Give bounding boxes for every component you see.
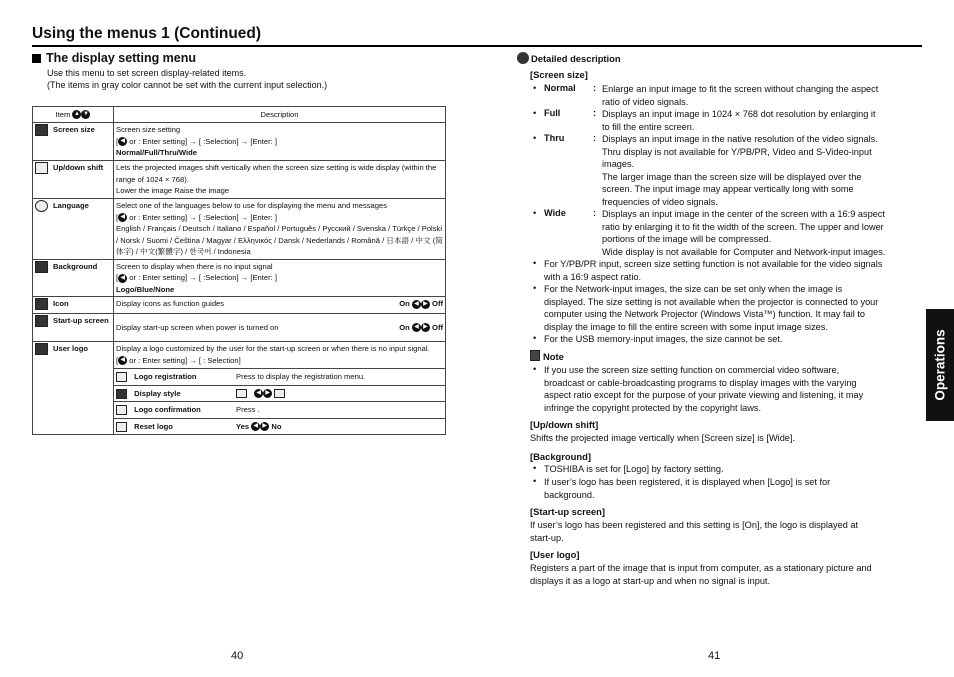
full-label: Full — [544, 108, 561, 118]
row-desc: Screen to display when there is no input signal — [116, 261, 273, 271]
screen-size-heading: [Screen size] — [530, 69, 588, 80]
user-logo-icon — [35, 343, 48, 355]
sub-row: Logo confirmation Press . — [114, 402, 445, 419]
page-number-left: 40 — [231, 650, 244, 662]
table-row — [33, 161, 446, 199]
sub-row: Logo registration Press to display the registration menu. — [114, 369, 445, 386]
background-icon — [35, 261, 48, 273]
full-desc: Displays an input image in 1024 × 768 dot resolution by enlarging it to fill the entire screen. — [602, 109, 876, 132]
row-desc-nav: [ ◀ or : Enter setting] → [ :Selection] → [Enter: ] — [116, 136, 277, 146]
bullet-icon: • — [533, 133, 537, 143]
on-off-toggle: On ◀ ▶ Off — [399, 322, 443, 332]
sub-row: Display style ◀ ▶ — [114, 385, 445, 402]
right-button-icon: ▶ — [421, 300, 430, 309]
table-row — [33, 297, 446, 314]
table-row — [33, 199, 446, 260]
normal-desc: Enlarge an input image to fit the screen without changing the aspect ratio of video signals. — [602, 84, 879, 107]
thru-desc: Displays an input image in the native resolution of the video signals. Thru display is not available for Y/PB/PR, Video and S-Video-input images. The larger image than the screen size will be displayed over the screen. The input image may appear vertically long with some frequencies of video signals. — [602, 134, 878, 207]
wide-desc: Displays an input image in the center of the screen with a 16:9 aspect ratio by enlarging it to fit the width of the screen. The upper and lower portions of the image will be compressed. Wide display is not available for Computer and Network-input images. — [602, 209, 886, 257]
display-setting-table — [32, 106, 446, 435]
intro-line-2: (The items in gray color cannot be set with the current input selection.) — [47, 80, 328, 90]
row-item-label: User logo — [53, 344, 89, 353]
user-logo-subtable — [114, 368, 445, 434]
on-off-toggle: On ◀ ▶ Off — [399, 299, 443, 308]
right-button-icon: ▶ — [260, 422, 269, 431]
startup-screen-icon — [35, 315, 48, 327]
row-desc-nav: Lower the image Raise the image — [116, 186, 230, 195]
intro-line-1: Use this menu to set screen display-related items. — [47, 68, 247, 78]
row-desc: Display start-up screen when power is turned on — [116, 322, 279, 332]
row-desc: Display icons as function guides — [116, 299, 225, 308]
up-button-icon: ▲ — [73, 111, 80, 118]
row-item-label: Background — [53, 261, 98, 271]
square-bullet-icon — [32, 54, 41, 63]
sub-row: Reset logo Yes ◀ ▶ No — [114, 418, 445, 434]
row-desc: Display a logo customized by the user for the start-up screen or when there is no input signal. — [116, 344, 430, 353]
updown-text: Shifts the projected image vertically when [Screen size] is [Wide]. — [530, 433, 796, 443]
reset-logo-icon — [116, 422, 127, 432]
row-options: Normal/Full/Thru/Wide — [116, 148, 197, 157]
userlogo-text: Registers a part of the image that is input from computer, as a stationary picture and displays it as a logo at start-up and when no signal is input. — [530, 563, 872, 586]
right-button-icon: ▶ — [421, 323, 430, 332]
updown-heading: [Up/down shift] — [530, 419, 599, 430]
table-header-row — [33, 107, 446, 123]
bullet-icon: • — [533, 208, 537, 218]
logo-confirmation-icon — [116, 405, 127, 415]
table-row — [33, 259, 446, 297]
row-desc: Screen size setting — [116, 125, 181, 134]
left-button-icon: ◀ — [118, 213, 127, 222]
language-list: English / Français / Deutsch / Italiano / Español / Português / Русский / Svenska / Türkçe / Polski / Norsk / Suomi / Čeština / Magyar / Ελληνικός / Dansk / Nederlands / Română / 日本語 / 中文 (简体字) / 中文(繁體字) / 한국어 / Indonesia — [116, 224, 443, 256]
sub-desc: Press . — [234, 402, 445, 419]
startup-heading: [Start-up screen] — [530, 506, 606, 517]
startup-text: If user’s logo has been registered and this setting is [On], the logo is displayed at start-up. — [530, 520, 859, 543]
row-desc: Lets the projected images shift vertically when the screen size setting is wide display (within the range of 1024 × 768). — [116, 163, 437, 184]
row-desc-nav: [ ◀ or : Enter setting] → [ : Selection] — [116, 355, 241, 365]
left-button-icon: ◀ — [118, 356, 127, 365]
note-bullet-2: For the Network-input images, the size can be set only when the image is displayed. The size setting is not available when the projector is connected to your computer using the Network Projector (Windows Vista™) function. It may fail to display the image to fill the entire screen with some input image sizes. — [544, 284, 879, 332]
row-item-label: Screen size — [53, 125, 95, 134]
normal-label: Normal — [544, 83, 576, 93]
yes-no-toggle: Yes ◀ ▶ No — [234, 418, 445, 434]
sub-desc: Press to display the registration menu. — [234, 369, 445, 386]
style-option-icon — [236, 389, 247, 398]
note-bullet-1: For Y/PB/PR input, screen size setting function is not available for the video signals with a 16:9 aspect ratio. — [544, 259, 883, 282]
detailed-heading: Detailed description — [531, 53, 621, 64]
left-button-icon: ◀ — [118, 137, 127, 146]
left-button-icon: ◀ — [118, 274, 127, 283]
note-text: If you use the screen size setting function on commercial video software, broadcast or cable-broadcasting programs to display images with the varying aspect ratio except for the purpose of your private viewing and listening, it may infringe the copyright protected by the copyright laws. — [544, 365, 864, 413]
section-heading — [32, 51, 196, 65]
table-row — [33, 314, 446, 342]
section-title: The display setting menu — [46, 51, 197, 65]
thru-label: Thru — [544, 133, 565, 143]
left-button-icon: ◀ — [412, 323, 421, 332]
background-text-1: TOSHIBA is set for [Logo] by factory setting. — [544, 464, 724, 474]
table-row — [33, 342, 446, 435]
screen-size-icon — [35, 124, 48, 136]
page-number-right: 41 — [708, 650, 721, 662]
row-item-label: Up/down shift — [53, 163, 104, 172]
row-item-label: Icon — [53, 299, 69, 308]
row-desc-nav: [ ◀ or : Enter setting] → [ :Selection] → [Enter: ] — [116, 273, 277, 282]
logo-registration-icon — [116, 372, 127, 382]
note-icon — [530, 350, 540, 361]
userlogo-heading: [User logo] — [530, 549, 580, 560]
row-desc-nav: [ ◀ or : Enter setting] → [ :Selection] → [Enter: ] — [116, 212, 277, 222]
background-text-2: If user’s logo has been registered, it is displayed when [Logo] is set for background. — [544, 477, 831, 500]
background-heading: [Background] — [530, 451, 591, 462]
down-button-icon: ▼ — [82, 111, 89, 118]
operations-side-tab: Operations — [926, 309, 954, 421]
title-rule — [32, 45, 922, 47]
detailed-description-icon — [517, 52, 529, 64]
page-title: Using the menus 1 (Continued) — [32, 25, 262, 42]
bullet-icon: • — [533, 108, 537, 118]
updown-shift-icon — [35, 162, 48, 174]
row-item-label: Start-up screen — [53, 316, 109, 325]
display-style-options — [234, 385, 445, 402]
display-style-icon — [116, 389, 127, 399]
style-option-icon — [274, 389, 285, 398]
row-options: Logo/Blue/None — [116, 284, 175, 294]
note-heading: Note — [543, 351, 564, 362]
col-desc-header: Description — [114, 107, 446, 123]
bullet-icon: • — [533, 83, 537, 93]
left-button-icon: ◀ — [412, 300, 421, 309]
icon-guide-icon — [35, 298, 48, 310]
section-intro — [47, 67, 327, 91]
wide-label: Wide — [544, 208, 566, 218]
left-button-icon: ◀ — [254, 389, 263, 398]
row-desc: Select one of the languages below to use for displaying the menu and messages — [116, 201, 388, 210]
row-item-label: Language — [53, 201, 89, 210]
table-row — [33, 123, 446, 161]
globe-icon — [35, 200, 48, 212]
col-item-header: Item ▲ ▼ — [33, 107, 114, 123]
note-bullet-3: For the USB memory-input images, the size cannot be set. — [544, 334, 783, 344]
right-button-icon: ▶ — [263, 389, 272, 398]
left-button-icon: ◀ — [251, 422, 260, 431]
